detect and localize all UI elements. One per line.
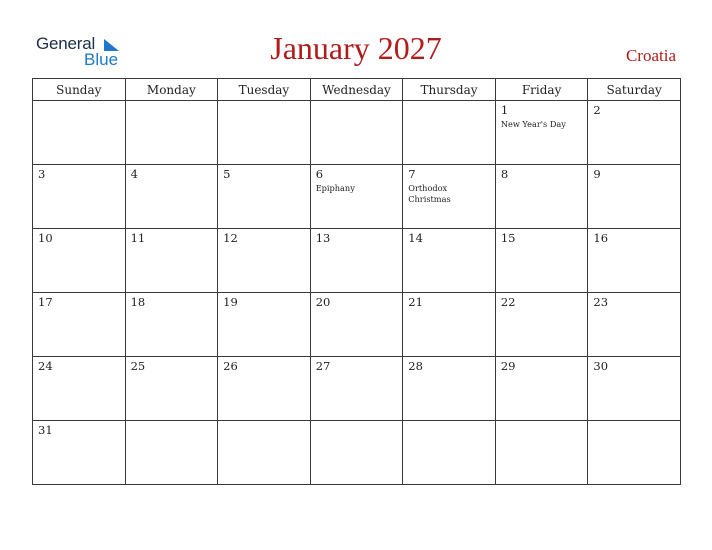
day-cell	[588, 421, 681, 485]
day-number: 22	[500, 295, 516, 309]
day-number: 23	[593, 295, 609, 309]
logo-text-general: General	[36, 34, 96, 53]
day-cell	[33, 293, 126, 357]
day-cell	[310, 357, 403, 421]
day-number: 21	[408, 295, 423, 309]
day-cell	[218, 101, 311, 165]
day-number: 14	[408, 231, 423, 245]
day-number: 27	[315, 359, 331, 373]
weekday-header: Tuesday	[218, 79, 311, 101]
day-number: 17	[38, 295, 53, 309]
day-cell	[588, 293, 681, 357]
day-cell	[403, 165, 496, 229]
day-cell	[495, 293, 588, 357]
day-cell	[33, 101, 126, 165]
day-cell	[310, 421, 403, 485]
day-cell	[125, 229, 218, 293]
day-cell	[218, 293, 311, 357]
day-number: 24	[38, 359, 53, 373]
day-cell	[218, 165, 311, 229]
weekday-header-row	[33, 79, 681, 101]
day-cell	[403, 101, 496, 165]
day-number: 10	[38, 231, 53, 245]
day-number: 16	[593, 231, 609, 245]
holiday-label: Orthodox Christmas	[408, 183, 451, 204]
country-label: Croatia	[625, 46, 676, 65]
day-cell	[588, 101, 681, 165]
day-cell	[588, 165, 681, 229]
week-row	[33, 101, 681, 165]
day-number: 5	[223, 167, 231, 181]
day-number: 12	[223, 231, 238, 245]
day-cell	[125, 293, 218, 357]
day-cell	[495, 421, 588, 485]
day-cell	[495, 165, 588, 229]
day-cell	[33, 421, 126, 485]
day-cell	[403, 293, 496, 357]
day-number: 26	[223, 359, 238, 373]
day-number: 13	[315, 231, 331, 245]
day-cell	[310, 165, 403, 229]
day-number: 18	[130, 295, 146, 309]
day-cell	[125, 357, 218, 421]
day-number: 31	[38, 423, 53, 437]
day-cell	[33, 357, 126, 421]
day-cell	[588, 229, 681, 293]
day-number: 29	[500, 359, 516, 373]
day-number: 3	[38, 167, 46, 181]
day-cell	[403, 229, 496, 293]
logo-text-blue: Blue	[84, 50, 119, 69]
day-number: 9	[593, 167, 601, 181]
calendar-grid	[32, 78, 681, 485]
holiday-label: New Year's Day	[500, 119, 566, 129]
week-row	[33, 165, 681, 229]
day-number: 11	[130, 231, 146, 245]
day-number: 1	[500, 103, 509, 117]
day-cell	[495, 229, 588, 293]
weekday-header: Thursday	[403, 79, 496, 101]
day-cell	[218, 357, 311, 421]
day-number: 20	[315, 295, 331, 309]
week-row	[33, 229, 681, 293]
day-cell	[495, 357, 588, 421]
day-number: 28	[408, 359, 423, 373]
day-cell	[310, 229, 403, 293]
day-cell	[403, 421, 496, 485]
holiday-label: Epiphany	[315, 183, 355, 193]
day-number: 25	[130, 359, 146, 373]
day-number: 2	[593, 103, 601, 117]
day-number: 19	[223, 295, 238, 309]
day-cell	[125, 101, 218, 165]
day-number: 4	[130, 167, 138, 181]
week-row	[33, 357, 681, 421]
weekday-header: Wednesday	[310, 79, 403, 101]
day-number: 8	[500, 167, 509, 181]
week-row	[33, 293, 681, 357]
weekday-header: Friday	[495, 79, 588, 101]
page-title: January 2027	[270, 30, 442, 66]
day-number: 7	[408, 167, 416, 181]
day-cell	[310, 293, 403, 357]
day-cell	[310, 101, 403, 165]
weekday-header: Saturday	[588, 79, 681, 101]
day-number: 6	[315, 167, 324, 181]
day-cell	[125, 165, 218, 229]
day-number: 30	[593, 359, 609, 373]
day-cell	[125, 421, 218, 485]
day-cell	[218, 421, 311, 485]
day-cell	[403, 357, 496, 421]
day-cell	[588, 357, 681, 421]
day-cell	[33, 165, 126, 229]
weekday-header: Sunday	[33, 79, 126, 101]
week-row	[33, 421, 681, 485]
day-cell	[218, 229, 311, 293]
weekday-header: Monday	[125, 79, 218, 101]
day-number: 15	[500, 231, 516, 245]
day-cell	[495, 101, 588, 165]
day-cell	[33, 229, 126, 293]
